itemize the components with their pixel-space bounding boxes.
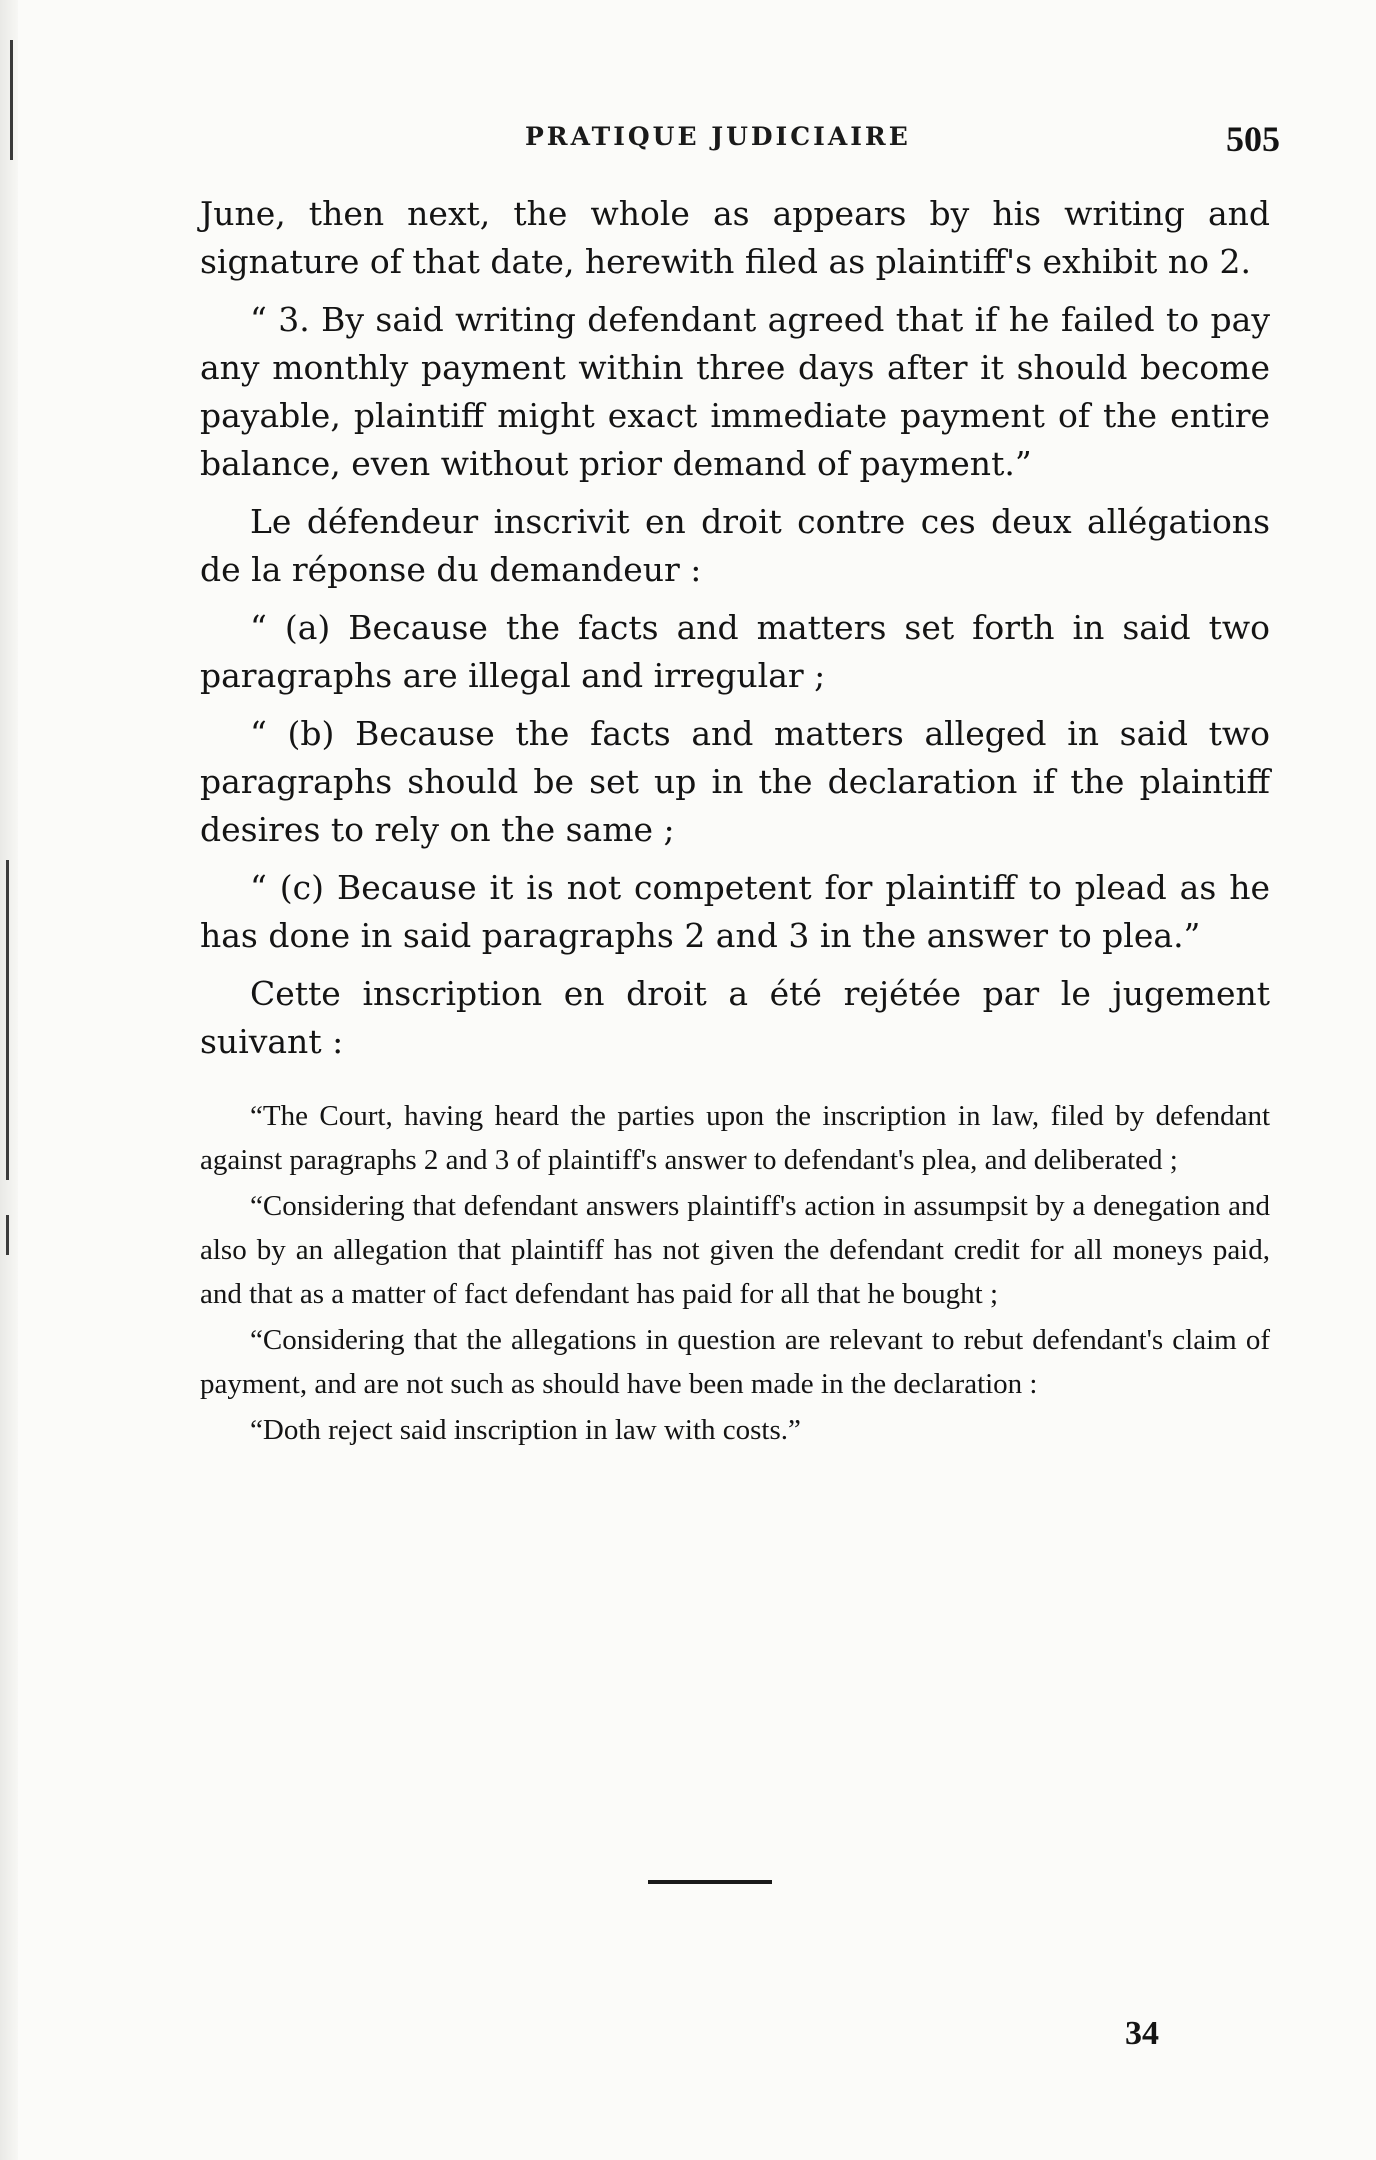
judgment-paragraph: “Considering that defendant answers plaintiff's action in assumpsit by a denegation and also by an allegation that plaintiff has not given the defendant credit for all moneys paid, and that as a matter of fact defendant has paid for all that he bought ; [200,1190,1270,1310]
paragraph: “ (c) Because it is not competent for plaintiff to plead as he has done in said paragraphs 2 and 3 in the answer to plea.” [200,868,1270,955]
scan-edge-mark [6,1215,9,1255]
judgment-paragraph: “Considering that the allegations in question are relevant to rebut defendant's claim of payment, and are not such as should have been made in the declaration : [200,1324,1270,1400]
page-body [200,190,1270,1452]
page-header [200,118,1280,168]
scan-edge-mark [6,860,9,1180]
running-title: PRATIQUE JUDICIAIRE [525,122,911,151]
section-separator [648,1880,772,1884]
paragraph: Cette inscription en droit a été rejétée par le jugement suivant : [200,974,1270,1061]
scan-edge-mark [10,40,13,160]
paragraph: “ (a) Because the facts and matters set forth in said two paragraphs are illegal and irregular ; [200,608,1270,695]
page-left-edge [0,0,18,2160]
paragraph: “ (b) Because the facts and matters alleged in said two paragraphs should be set up in the declaration if the plaintiff desires to rely on the same ; [200,714,1270,849]
judgment-quote [200,1094,1270,1452]
paragraph: “ 3. By said writing defendant agreed that if he failed to pay any monthly payment within three days after it should become payable, plaintiff might exact immediate payment of the entire balance, even without prior demand of payment.” [200,300,1270,483]
judgment-paragraph: “Doth reject said inscription in law with costs.” [250,1414,801,1446]
paragraph: June, then next, the whole as appears by his writing and signature of that date, herewith filed as plaintiff's exhibit no 2. [200,194,1270,281]
main-text [200,190,1270,1066]
judgment-paragraph: “The Court, having heard the parties upon the inscription in law, filed by defendant against paragraphs 2 and 3 of plaintiff's answer to defendant's plea, and deliberated ; [200,1100,1270,1176]
paragraph: Le défendeur inscrivit en droit contre ces deux allégations de la réponse du demandeur : [200,502,1270,589]
page-number: 505 [1226,119,1280,159]
signature-mark: 34 [1125,2015,1159,2052]
